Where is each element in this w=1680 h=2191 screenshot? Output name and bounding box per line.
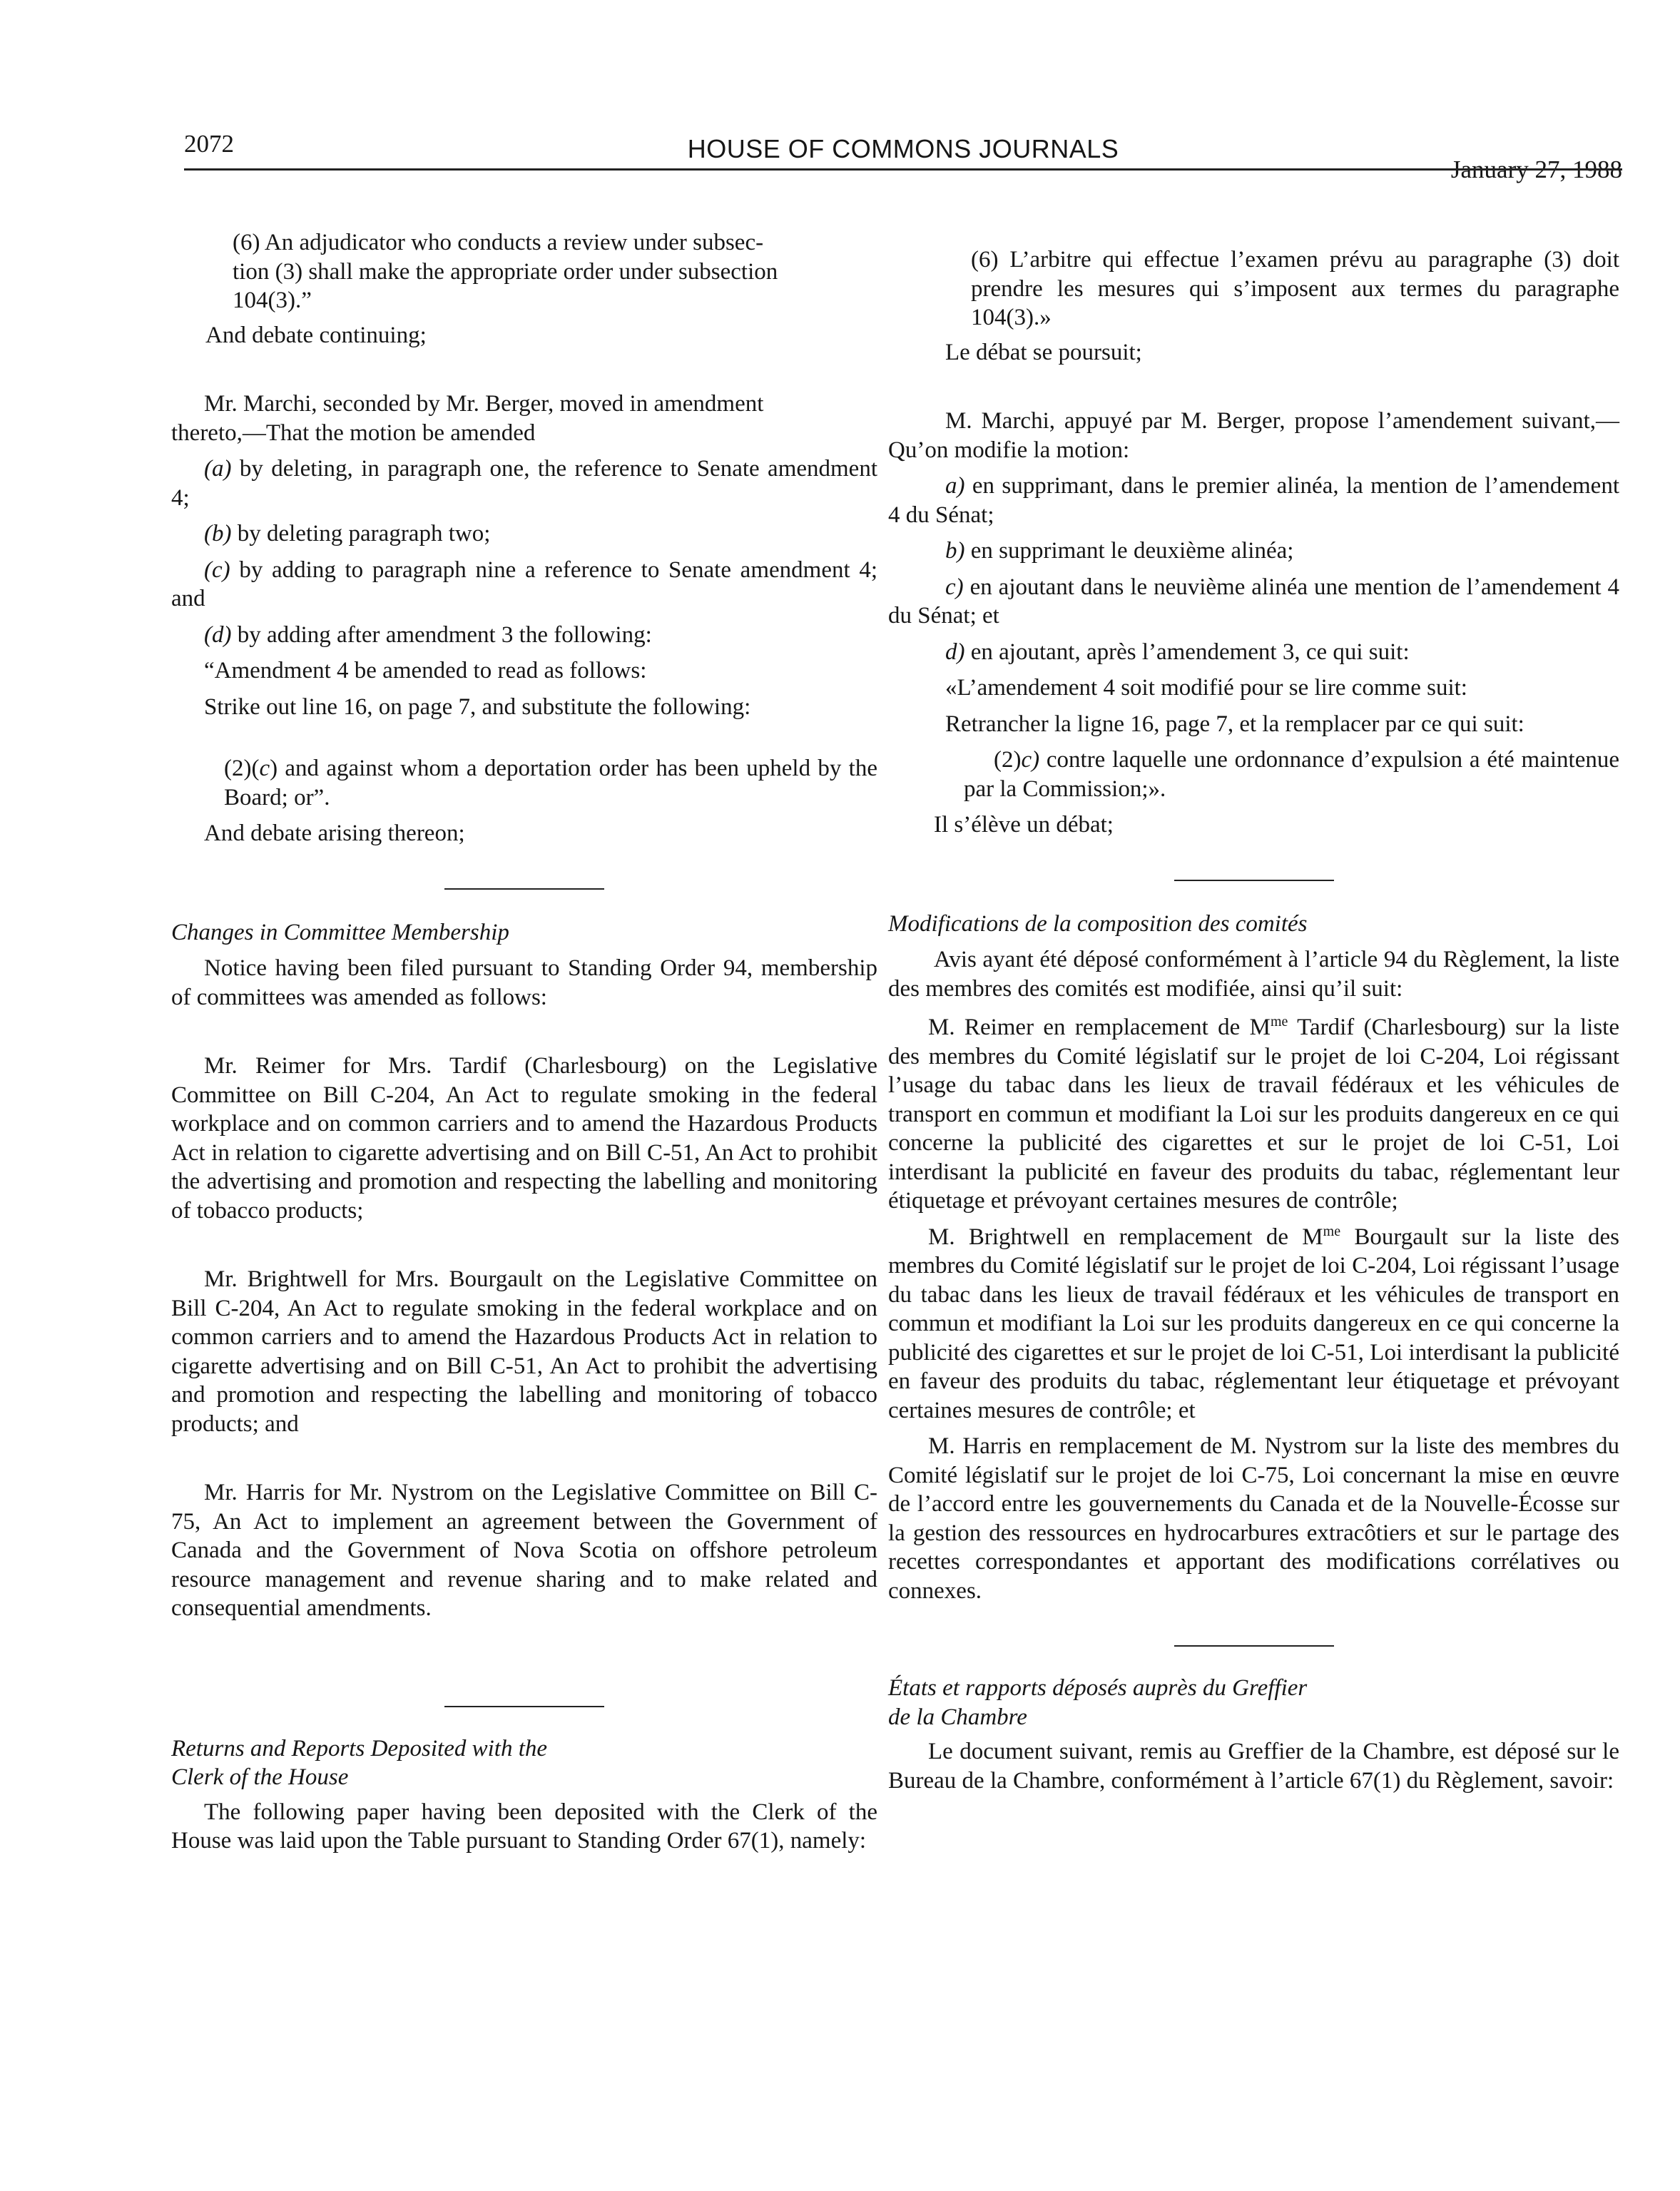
- page-date: January 27, 1988: [1450, 156, 1622, 183]
- en-notice-paragraph: Notice having been filed pursuant to Standing Order 94, membership of committees was amended as follows:: [171, 955, 877, 1010]
- journal-title: HOUSE OF COMMONS JOURNALS: [687, 134, 1119, 163]
- fr-brightwell-paragraph: [888, 1223, 1619, 1425]
- en-reimer-paragraph: Mr. Reimer for Mrs. Tardif (Charlesbourg) on the Legislative Committee on Bill C-204, An Act to regulate smoking in the federal workplace and on common carriers and to amend the Hazardous Products Act in relation to cigarette advertising and on Bill C-51, An Act to prohibit the advertising and promotion and respecting the labelling and monitoring of tobacco products;: [171, 1053, 877, 1224]
- fr-heading-committee-changes: Modifications de la composition des comités: [888, 910, 1308, 937]
- fr-notice-paragraph: Avis ayant été déposé conformément à l’article 94 du Règlement, la liste des membres des comités est modifiée, ainsi qu’il suit:: [888, 947, 1619, 1002]
- fr-p13-superscript: me: [1270, 1014, 1288, 1030]
- en-label-b: (b): [204, 521, 232, 547]
- fr-amendment-a: [888, 472, 1619, 529]
- fr-p10-label: c): [1021, 747, 1040, 773]
- en-amendment-d: [171, 621, 877, 650]
- en-text-d: by adding after amendment 3 the following:: [231, 621, 652, 648]
- header-rule: [184, 168, 1622, 171]
- en-deposited-paper-paragraph: The following paper having been deposited with the Clerk of the House was laid upon the Table pursuant to Standing Order 67(1), namely:: [171, 1799, 877, 1854]
- en-amendment-c: [171, 556, 877, 614]
- en-heading-returns-reports: [171, 1734, 877, 1792]
- en-text-a: by deleting, in paragraph one, the reference to Senate amendment 4;: [171, 456, 877, 511]
- en-debate-continuing: And debate continuing;: [205, 322, 427, 348]
- en-heading-committee-changes: Changes in Committee Membership: [171, 919, 509, 945]
- fr-label-a: a): [945, 473, 965, 499]
- en-label-a: (a): [204, 456, 232, 482]
- page-header: [184, 127, 1622, 183]
- en-h2-line1: Returns and Reports Deposited with the: [171, 1735, 548, 1762]
- en-label-c: (c): [204, 556, 230, 583]
- en-substituted-text: [171, 754, 877, 812]
- fr-deposited-paper-paragraph: Le document suivant, remis au Greffier de la Chambre, est déposé sur le Bureau de la Chambre, conformément à l’article 67(1) du Règlement, savoir:: [888, 1739, 1619, 1794]
- en-text-b: by deleting paragraph two;: [231, 521, 491, 547]
- en-h2-line2: Clerk of the House: [171, 1764, 349, 1790]
- fr-p13-part1: M. Reimer en remplacement de M: [928, 1015, 1271, 1040]
- en-paragraph-6-quote: [171, 228, 877, 315]
- fr-label-c: c): [945, 574, 964, 600]
- fr-section-divider-2: [1174, 1645, 1334, 1647]
- fr-h2-line1: États et rapports déposés auprès du Greffier: [888, 1675, 1308, 1701]
- fr-amendment-c: [888, 573, 1619, 631]
- en-strike-out-line: Strike out line 16, on page 7, and substitute the following:: [204, 693, 751, 720]
- en-p3-line2: thereto,—That the motion be amended: [171, 420, 536, 446]
- en-text-c: by adding to paragraph nine a reference to Senate amendment 4; and: [171, 556, 877, 611]
- fr-label-d: d): [945, 639, 965, 665]
- fr-p14-superscript: me: [1323, 1223, 1341, 1239]
- fr-p13-part2: Tardif (Charlesbourg) sur la liste des membres du Comité législatif sur le projet de loi C-204, Loi régissant l’usage du tabac dans les lieux de travail fédéraux et les véhicules de transport en commun et modifiant la Loi sur les produits dangereux en ce qui concerne la publicité des cigarettes et sur le projet de loi C-51, Loi interdisant la publicité en faveur des produits du tabac, réglementant leur étiquetage et prévoyant certaines mesures de contrôle;: [888, 1015, 1619, 1214]
- en-label-d: (d): [204, 621, 232, 648]
- fr-h2-line2: de la Chambre: [888, 1704, 1027, 1730]
- fr-strike-out-line: Retrancher la ligne 16, page 7, et la remplacer par ce qui suit:: [945, 711, 1524, 737]
- en-brightwell-paragraph: Mr. Brightwell for Mrs. Bourgault on the Legislative Committee on Bill C-204, An Act to regulate smoking in the federal workplace and on common carriers and to amend the Hazardous Products Act in relation to cigarette advertising and on Bill C-51, An Act to prohibit the advertising and promotion and respecting the labelling and monitoring of tobacco products; and: [171, 1266, 877, 1437]
- fr-p10-text: contre laquelle une ordonnance d’expulsion a été maintenue par la Commission;».: [964, 747, 1619, 802]
- fr-text-c: en ajoutant dans le neuvième alinéa une mention de l’amendement 4 du Sénat; et: [888, 574, 1619, 629]
- en-amendment-b: [171, 519, 877, 549]
- fr-amendment-d: [888, 638, 1619, 667]
- en-section-divider-2: [444, 1706, 604, 1707]
- fr-reimer-paragraph: [888, 1013, 1619, 1216]
- en-p1-line3: 104(3).”: [233, 288, 312, 313]
- fr-label-b: b): [945, 538, 965, 564]
- fr-debate-arising: Il s’élève un débat;: [934, 812, 1114, 838]
- en-p10-label: c: [259, 756, 270, 781]
- french-column: [888, 228, 1619, 1795]
- fr-heading-returns-reports: [888, 1674, 1619, 1732]
- en-p3-line1: Mr. Marchi, seconded by Mr. Berger, moved in amendment: [204, 391, 764, 417]
- en-p10-pre: (2)(: [224, 756, 260, 781]
- en-debate-arising: And debate arising thereon;: [204, 820, 465, 846]
- fr-p10-pre: (2): [994, 747, 1022, 773]
- fr-text-d: en ajoutant, après l’amendement 3, ce qui suit:: [964, 639, 1410, 665]
- fr-amendment-4-intro: «L’amendement 4 soit modifié pour se lire comme suit:: [945, 675, 1467, 701]
- en-harris-paragraph: Mr. Harris for Mr. Nystrom on the Legislative Committee on Bill C-75, An Act to implement an agreement between the Government of Canada and the Government of Nova Scotia on offshore petroleum resource management and revenue sharing and to make related and consequential amendments.: [171, 1480, 877, 1621]
- fr-text-b: en supprimant le deuxième alinéa;: [964, 538, 1294, 564]
- fr-paragraph-6-quote: (6) L’arbitre qui effectue l’examen prévu au paragraphe (3) doit prendre les mesures qui s’imposent aux termes du paragraphe 104(3).»: [971, 247, 1619, 330]
- fr-p14-part1: M. Brightwell en remplacement de M: [928, 1224, 1323, 1250]
- fr-p14-part2: Bourgault sur la liste des membres du Comité législatif sur le projet de loi C-204, Loi régissant l’usage du tabac dans les lieux de travail fédéraux et les véhicules de transport en commun et modifiant la Loi sur les produits dangereux en ce qui concerne la publicité des cigarettes et sur le projet de loi C-51, Loi interdisant la publicité en faveur des produits du tabac, réglementant leur étiquetage et prévoyant certaines mesures de contrôle; et: [888, 1224, 1619, 1423]
- en-p1-line1: (6) An adjudicator who conducts a review under subsec-: [233, 230, 764, 255]
- english-column: [171, 228, 877, 1856]
- fr-harris-paragraph: M. Harris en remplacement de M. Nystrom sur la liste des membres du Comité législatif sur le projet de loi C-75, Loi concernant la mise en œuvre de l’accord entre les gouvernements du Canada et de la Nouvelle-Écosse sur la gestion des ressources en hydrocarbures extracôtiers et sur le partage des recettes correspondantes et apportant des modifications corrélatives ou connexes.: [888, 1433, 1619, 1604]
- en-amendment-a: [171, 454, 877, 512]
- page-number: 2072: [184, 130, 234, 158]
- fr-substituted-text: [888, 746, 1619, 803]
- en-p1-line2: tion (3) shall make the appropriate order under subsection: [233, 258, 778, 285]
- en-amendment-4-intro: “Amendment 4 be amended to read as follows:: [204, 658, 647, 683]
- en-section-divider-1: [444, 888, 604, 890]
- fr-amendment-b: [888, 537, 1619, 566]
- fr-marchi-motion: M. Marchi, appuyé par M. Berger, propose l’amendement suivant,—Qu’on modifie la motion:: [888, 408, 1619, 463]
- en-p10-text: ) and against whom a deportation order has been upheld by the Board; or”.: [224, 756, 877, 810]
- en-marchi-motion: [171, 390, 877, 447]
- fr-debate-continuing: Le débat se poursuit;: [945, 339, 1142, 365]
- fr-text-a: en supprimant, dans le premier alinéa, la mention de l’amendement 4 du Sénat;: [888, 473, 1619, 528]
- fr-section-divider-1: [1174, 880, 1334, 881]
